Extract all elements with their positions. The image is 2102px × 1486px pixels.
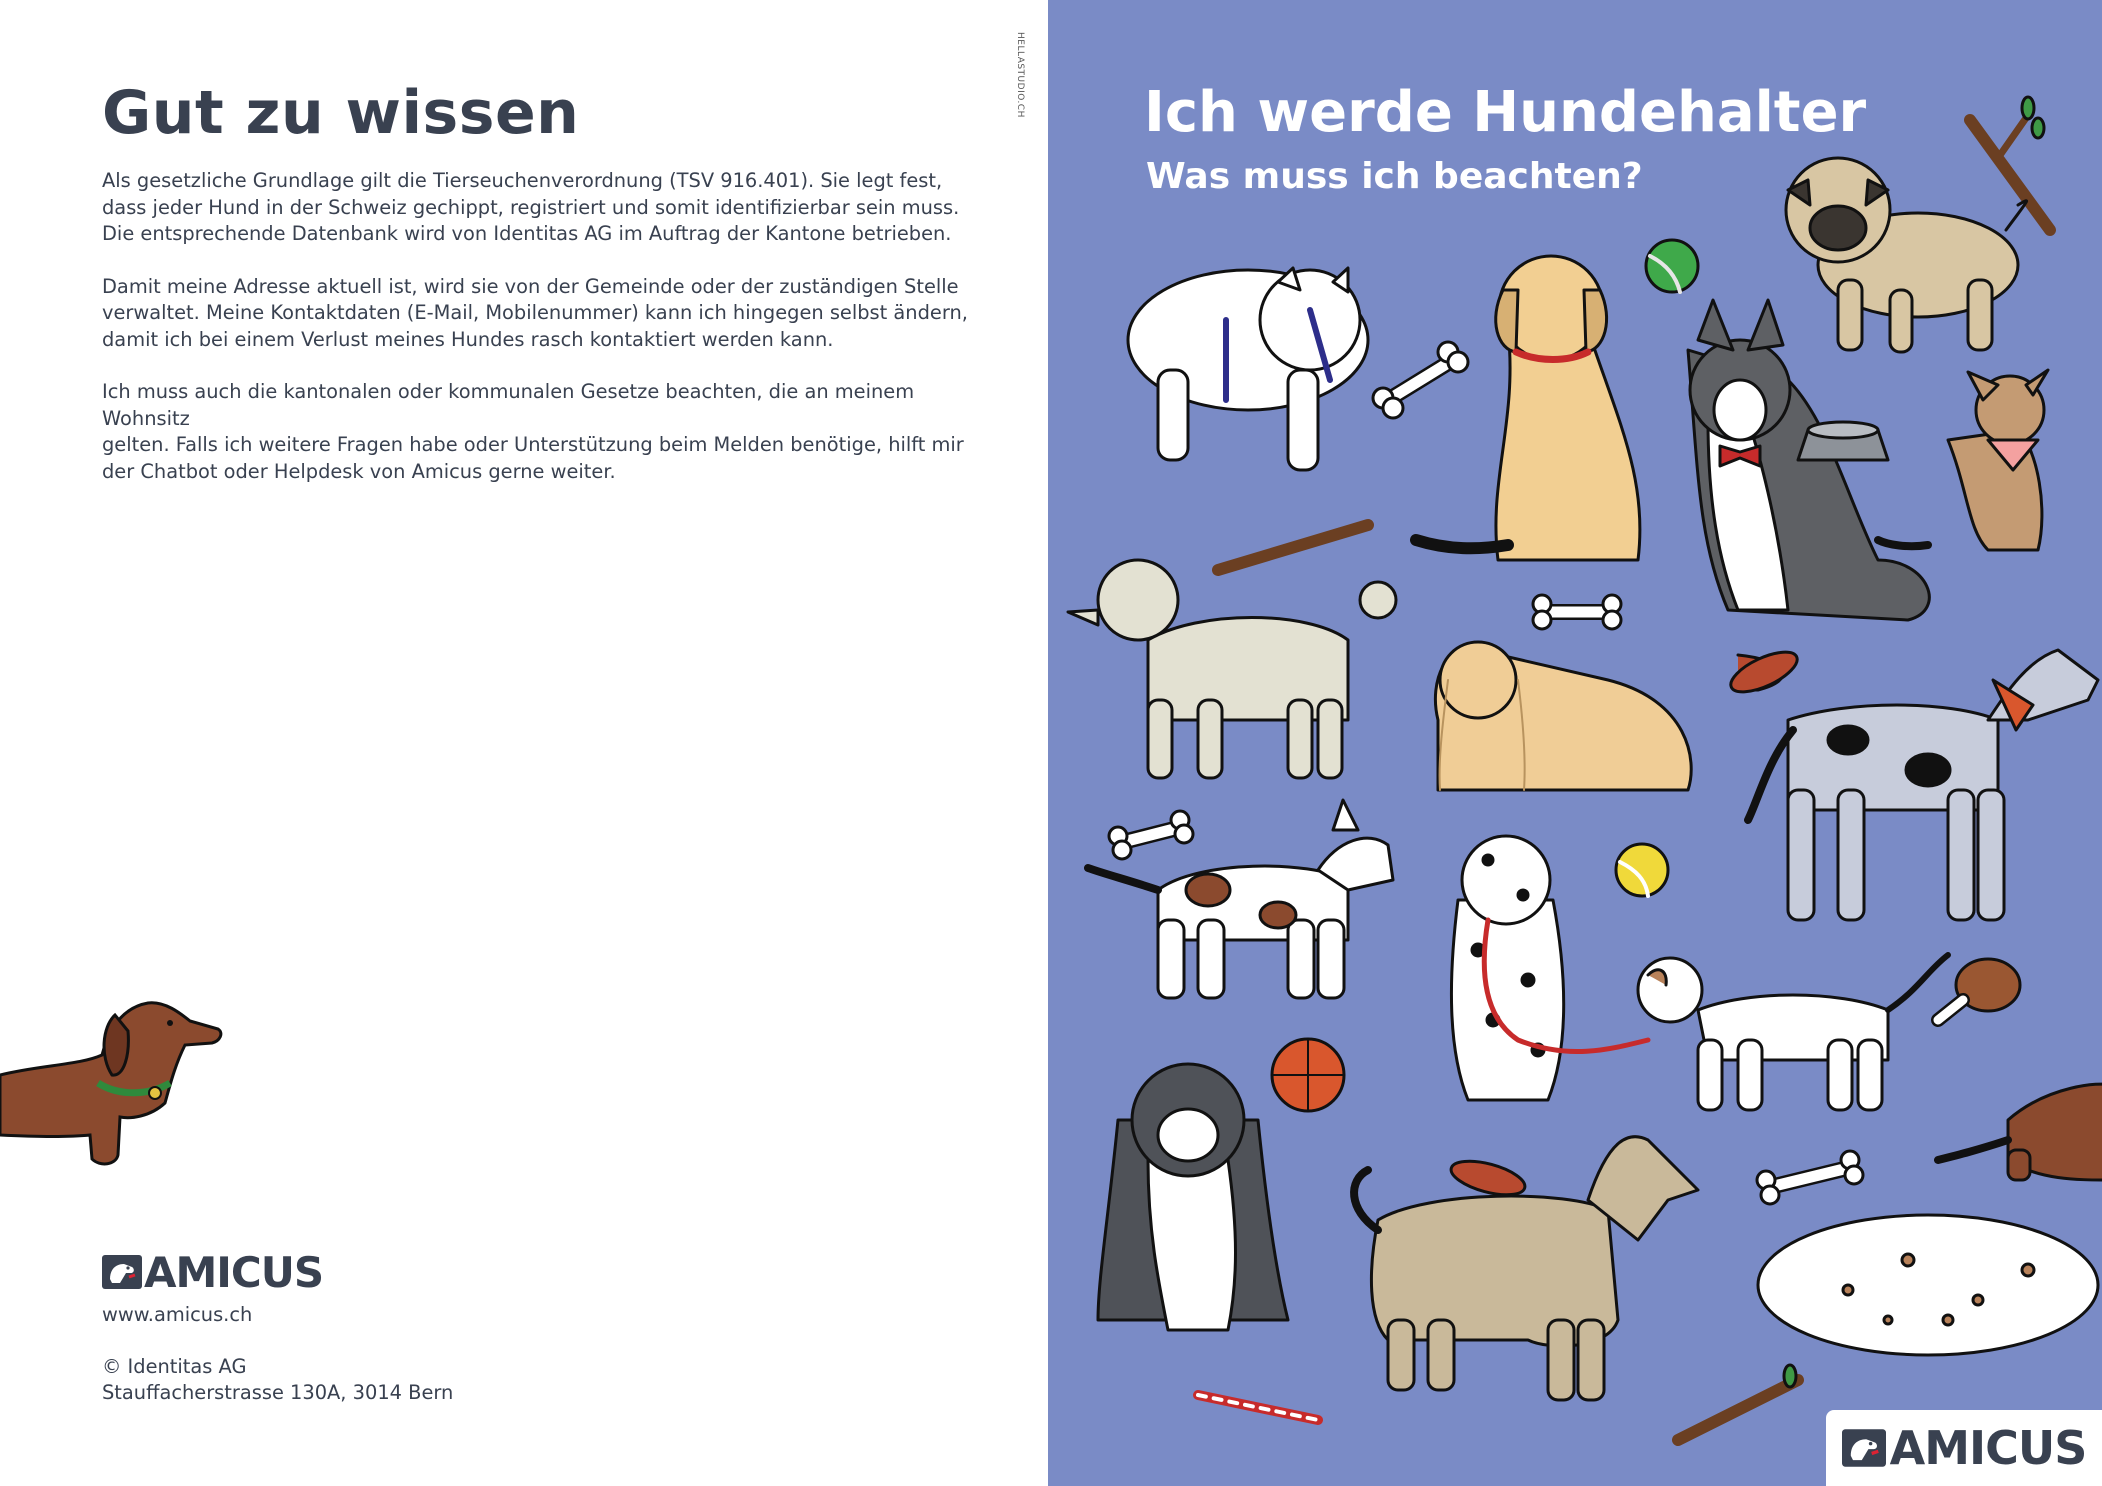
bull-terrier-illustration bbox=[1088, 800, 1393, 998]
paragraph-local-laws: Ich muss auch die kantonalen oder kommunalen Gesetze beachten, die an meinem Wohnsitz gelten. Falls ich weitere Fragen habe oder Unterstützung beim Melden benötige, hilft mir der Chatbot oder Helpdesk von Amicus gerne weiter. bbox=[102, 380, 964, 483]
chicken-leg-illustration bbox=[1938, 959, 2020, 1020]
rope-toy-illustration bbox=[1198, 1395, 1318, 1420]
cover-title: Ich werde Hundehalter bbox=[1144, 80, 1867, 145]
sleeping-dog-illustration bbox=[1758, 1215, 2098, 1355]
chihuahua-illustration bbox=[1878, 370, 2048, 550]
tennis-ball-illustration bbox=[1646, 240, 1698, 292]
dachshund-illustration bbox=[1938, 1084, 2102, 1180]
basketball-illustration bbox=[1272, 1039, 1344, 1111]
page-heading: Gut zu wissen bbox=[102, 78, 580, 148]
yorkshire-terrier-illustration bbox=[1435, 642, 1691, 790]
paragraph-address: Damit meine Adresse aktuell ist, wird sie von der Gemeinde oder der zuständigen Stelle verwaltet. Meine Kontaktdaten (E-Mail, Mobilenummer) kann ich hingegen selbst ändern, damit ich bei einem Verlust meines Hundes rasch kontaktiert werden kann. bbox=[102, 274, 968, 351]
logo-mark-icon bbox=[1842, 1429, 1886, 1467]
dog-illustrations bbox=[1048, 0, 2102, 1486]
food-bowl-illustration bbox=[1798, 422, 1888, 460]
afghan-hound-illustration bbox=[1354, 1137, 1698, 1400]
website-link[interactable]: www.amicus.ch bbox=[102, 1303, 253, 1326]
cover-page bbox=[1048, 0, 2102, 1486]
bone-illustration bbox=[1373, 342, 1468, 418]
copyright-text: © Identitas AG bbox=[102, 1355, 247, 1378]
bone-illustration bbox=[1757, 1151, 1863, 1204]
address-text: Stauffacherstrasse 130A, 3014 Bern bbox=[102, 1381, 454, 1404]
tennis-ball-illustration bbox=[1616, 844, 1668, 896]
left-page bbox=[0, 0, 1048, 1486]
logo-wordmark: AMICUS bbox=[1889, 1421, 2087, 1475]
bearded-collie-illustration bbox=[1098, 1064, 1288, 1330]
contact-block bbox=[102, 1302, 453, 1406]
stick-illustration bbox=[1218, 525, 1368, 570]
cover-amicus-logo bbox=[1826, 1410, 2102, 1486]
amicus-logo bbox=[102, 1247, 324, 1297]
jack-russell-illustration bbox=[1638, 955, 1948, 1110]
cover-subtitle: Was muss ich beachten? bbox=[1146, 156, 1643, 197]
great-dane-illustration bbox=[1748, 650, 2098, 920]
sausage-illustration bbox=[1448, 1155, 1529, 1202]
labrador-illustration bbox=[1416, 256, 1640, 560]
poodle-illustration bbox=[1068, 560, 1396, 778]
body-text bbox=[102, 168, 1002, 511]
pug-illustration bbox=[1786, 158, 2027, 352]
logo-mark-icon bbox=[102, 1255, 142, 1289]
paragraph-legal-basis: Als gesetzliche Grundlage gilt die Tierseuchenverordnung (TSV 916.401). Sie legt fest, dass jeder Hund in der Schweiz gechippt, registriert und somit identifizierbar sein muss. Die entsprechende Datenbank wird von Identitas AG im Auftrag der Kantone betrieben. bbox=[102, 169, 960, 245]
stick-illustration bbox=[1970, 97, 2050, 230]
bone-illustration bbox=[1109, 811, 1193, 859]
stick-illustration bbox=[1678, 1380, 1798, 1440]
logo-wordmark: AMICUS bbox=[144, 1247, 324, 1297]
dachshund-illustration bbox=[0, 985, 240, 1175]
studio-credit: HELLASTUDIO.CH bbox=[1015, 32, 1025, 118]
bone-illustration bbox=[1533, 595, 1621, 629]
samoyed-illustration bbox=[1128, 268, 1368, 470]
